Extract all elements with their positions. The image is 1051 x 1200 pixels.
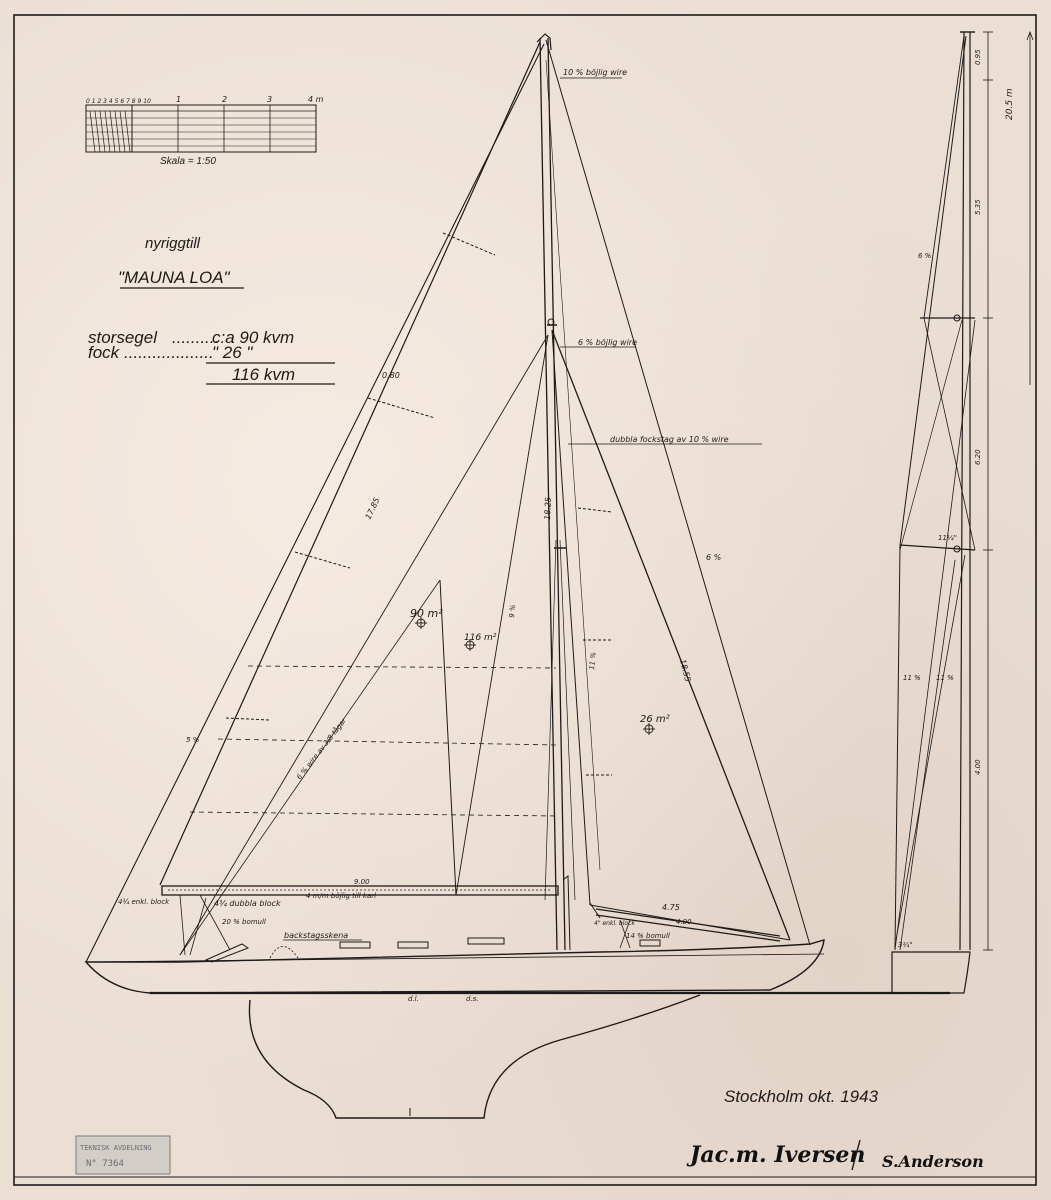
right-dim-3: 6.20 — [974, 449, 982, 465]
ann-small-mark: 5 % — [186, 736, 200, 744]
right-dim-4: 4.00 — [974, 759, 982, 775]
area-dots-mainsail: .......... — [172, 328, 220, 347]
ann-block-double: 4¾ dubbla block — [214, 899, 281, 908]
ann-bomull: 20 % bomull — [222, 918, 266, 926]
ann-jib-luff: 18.55 — [678, 658, 693, 683]
ann-top-wire: 10 % böjlig wire — [563, 68, 628, 77]
ann-mid-wire: 6 % böjlig wire — [578, 338, 638, 347]
area-total: 116 kvm — [232, 365, 295, 384]
ann-shroud: 6 % — [706, 553, 722, 562]
ann-jib-area: 26 m² — [640, 714, 670, 725]
scale-tick-1: 1 — [176, 95, 182, 104]
mainsail-leech — [160, 42, 540, 885]
title-line-1: nyriggtill — [145, 235, 201, 252]
scale-tick-2: 2 — [222, 95, 228, 104]
ann-jib-boom: 4.75 — [662, 903, 680, 912]
ann-mast-height: 18.25 — [543, 496, 553, 521]
ann-enkl-block: 4" enkl. block — [594, 920, 635, 927]
keel-profile — [249, 995, 700, 1118]
ann-total-sail: 116 m² — [464, 633, 497, 643]
jib-luff — [552, 330, 790, 940]
right-dim-2: 5.35 — [974, 199, 982, 215]
scale-tick-4: 4 m — [308, 95, 324, 104]
stamp-line-1: TEKNISK AVDELNING — [80, 1144, 152, 1152]
drawing-border — [14, 15, 1036, 1185]
place-date: Stockholm okt. 1943 — [724, 1087, 879, 1106]
ann-boom-length: 9.00 — [354, 878, 370, 886]
svg-text:0 1 2 3 4 5 6 7 8 9 10: 0 1 2 3 4 5 6 7 8 9 10 — [86, 98, 151, 105]
area-label-mainsail: storsegel — [88, 328, 157, 347]
archive-stamp — [76, 1136, 170, 1174]
ann-block-left: 4¾ enkl. block — [118, 898, 170, 906]
hull-profile — [86, 940, 824, 993]
scale-label: Skala = 1:50 — [160, 156, 216, 167]
ann-halyard: 6 % wire av 3/8 tågar — [295, 716, 349, 782]
scale-tick-3: 3 — [267, 95, 273, 104]
ann-mainsail-area: 90 m² — [410, 607, 443, 620]
ann-forestay: dubbla fockstag av 10 % wire — [610, 435, 729, 444]
signature-1: Jac.m. Iversen — [690, 1142, 866, 1168]
right-dim-1: 0.95 — [974, 49, 982, 65]
right-top-dim: 20.5 m — [1005, 88, 1015, 120]
title-line-2: "MAUNA LOA" — [118, 268, 230, 287]
backstay-line — [86, 44, 544, 962]
side-view-rig — [86, 34, 950, 1118]
ann-jib-boom-lower: 4.00 — [676, 918, 692, 926]
ann-backstay: backstagsskena — [284, 931, 349, 940]
ann-spreader-top: 0.80 — [382, 371, 400, 380]
front-view-rig — [892, 32, 1033, 993]
stamp-line-2: N° 7364 — [86, 1159, 124, 1169]
area-label-jib: fock — [88, 343, 120, 362]
hull-section — [892, 952, 970, 993]
area-dots-jib: ................... — [124, 343, 214, 362]
ann-ds: d.s. — [466, 995, 479, 1003]
ann-shroud-small: 9 % — [508, 604, 518, 619]
ann-shroud-mid: 11 % — [588, 651, 598, 671]
right-spreader: 11¼" — [938, 534, 957, 542]
right-low-right: 11 % — [936, 674, 954, 682]
scale-bar — [86, 98, 316, 152]
ann-boom-note: 4 m/m böjlig till karl — [306, 892, 377, 900]
ann-jib-bomull: 14 % bomull — [626, 932, 670, 940]
right-base: 3¼" — [898, 941, 913, 949]
area-value-mainsail: c:a 90 kvm — [212, 328, 295, 347]
area-value-jib: " 26 " — [212, 343, 253, 362]
right-low-left: 11 % — [903, 674, 921, 682]
right-shroud: 6 % — [918, 252, 932, 260]
ann-dl: d.l. — [408, 995, 419, 1003]
signature-2: S.Anderson — [882, 1152, 984, 1171]
ann-luff: 17.85 — [363, 496, 382, 521]
